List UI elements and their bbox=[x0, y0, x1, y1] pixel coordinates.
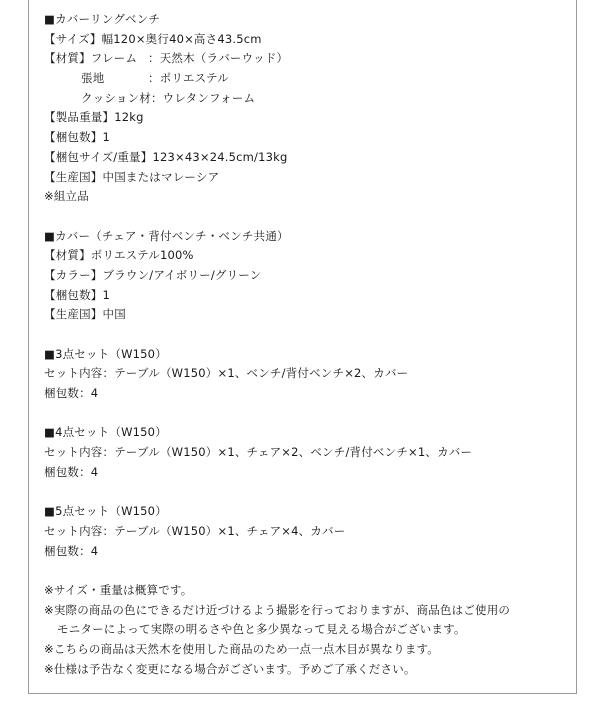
bench-heading: ■カバーリングベンチ bbox=[44, 12, 161, 26]
set5-contents: セット内容：テーブル（W150）×1、チェア×4、カバー bbox=[44, 523, 346, 538]
note-approximate: ※サイズ・重量は概算です。 bbox=[44, 582, 193, 597]
note-wood-grain: ※こちらの商品は天然木を使用した商品のため一点一点木目が異なります。 bbox=[44, 642, 440, 656]
upholstery-value: ：ポリエステル bbox=[148, 71, 229, 86]
set5-heading: ■5点セット（W150） bbox=[44, 504, 167, 519]
upholstery-label: 張地 bbox=[81, 71, 105, 86]
cushion-label: クッション材 bbox=[81, 90, 151, 105]
cover-package-count: 【梱包数】1 bbox=[44, 287, 111, 302]
bench-weight: 【製品重量】12kg bbox=[44, 110, 144, 125]
bench-assembly-note: ※組立品 bbox=[44, 189, 89, 204]
cover-color: 【カラー】ブラウン/アイボリー/グリーン bbox=[44, 267, 262, 282]
set5-package-count: 梱包数：4 bbox=[44, 543, 99, 558]
note-color-line2: モニターによって実際の明るさや色と多少異なって見える場合がございます。 bbox=[57, 622, 466, 637]
set4-package-count: 梱包数：4 bbox=[44, 464, 99, 479]
cover-heading: ■カバー（チェア・背付ベンチ・ベンチ共通） bbox=[44, 228, 289, 243]
bench-size: 【サイズ】幅120×奥行40×高さ43.5cm bbox=[44, 31, 262, 46]
bench-package-count: 【梱包数】1 bbox=[44, 130, 111, 145]
set3-heading: ■3点セット（W150） bbox=[44, 346, 167, 361]
cover-material: 【材質】ポリエステル100% bbox=[44, 248, 194, 263]
note-color-line1: ※実際の商品の色にできるだけ近づけるよう撮影を行っておりますが、商品色はご使用の bbox=[44, 602, 511, 617]
cover-origin: 【生産国】中国 bbox=[44, 307, 126, 322]
bench-package-size: 【梱包サイズ/重量】123×43×24.5cm/13kg bbox=[44, 149, 288, 164]
cushion-value: ：ウレタンフォーム bbox=[150, 90, 256, 105]
material-frame-label: 【材質】フレーム bbox=[44, 51, 138, 66]
spec-text-block bbox=[44, 10, 574, 679]
set4-heading: ■4点セット（W150） bbox=[44, 425, 167, 440]
bench-origin: 【生産国】中国またはマレーシア bbox=[44, 169, 220, 184]
set3-contents: セット内容：テーブル（W150）×1、ベンチ/背付ベンチ×2、カバー bbox=[44, 366, 409, 381]
bench-material-frame bbox=[44, 49, 574, 69]
set4-contents: セット内容：テーブル（W150）×1、チェア×2、ベンチ/背付ベンチ×1、カバー bbox=[44, 445, 473, 460]
bench-material-cushion bbox=[44, 89, 574, 109]
note-spec-change: ※仕様は予告なく変更になる場合がございます。予めご了承ください。 bbox=[44, 661, 416, 676]
bench-material-upholstery bbox=[44, 69, 574, 89]
material-frame-value: ：天然木（ラバーウッド） bbox=[148, 51, 289, 66]
set3-package-count: 梱包数：4 bbox=[44, 386, 99, 401]
